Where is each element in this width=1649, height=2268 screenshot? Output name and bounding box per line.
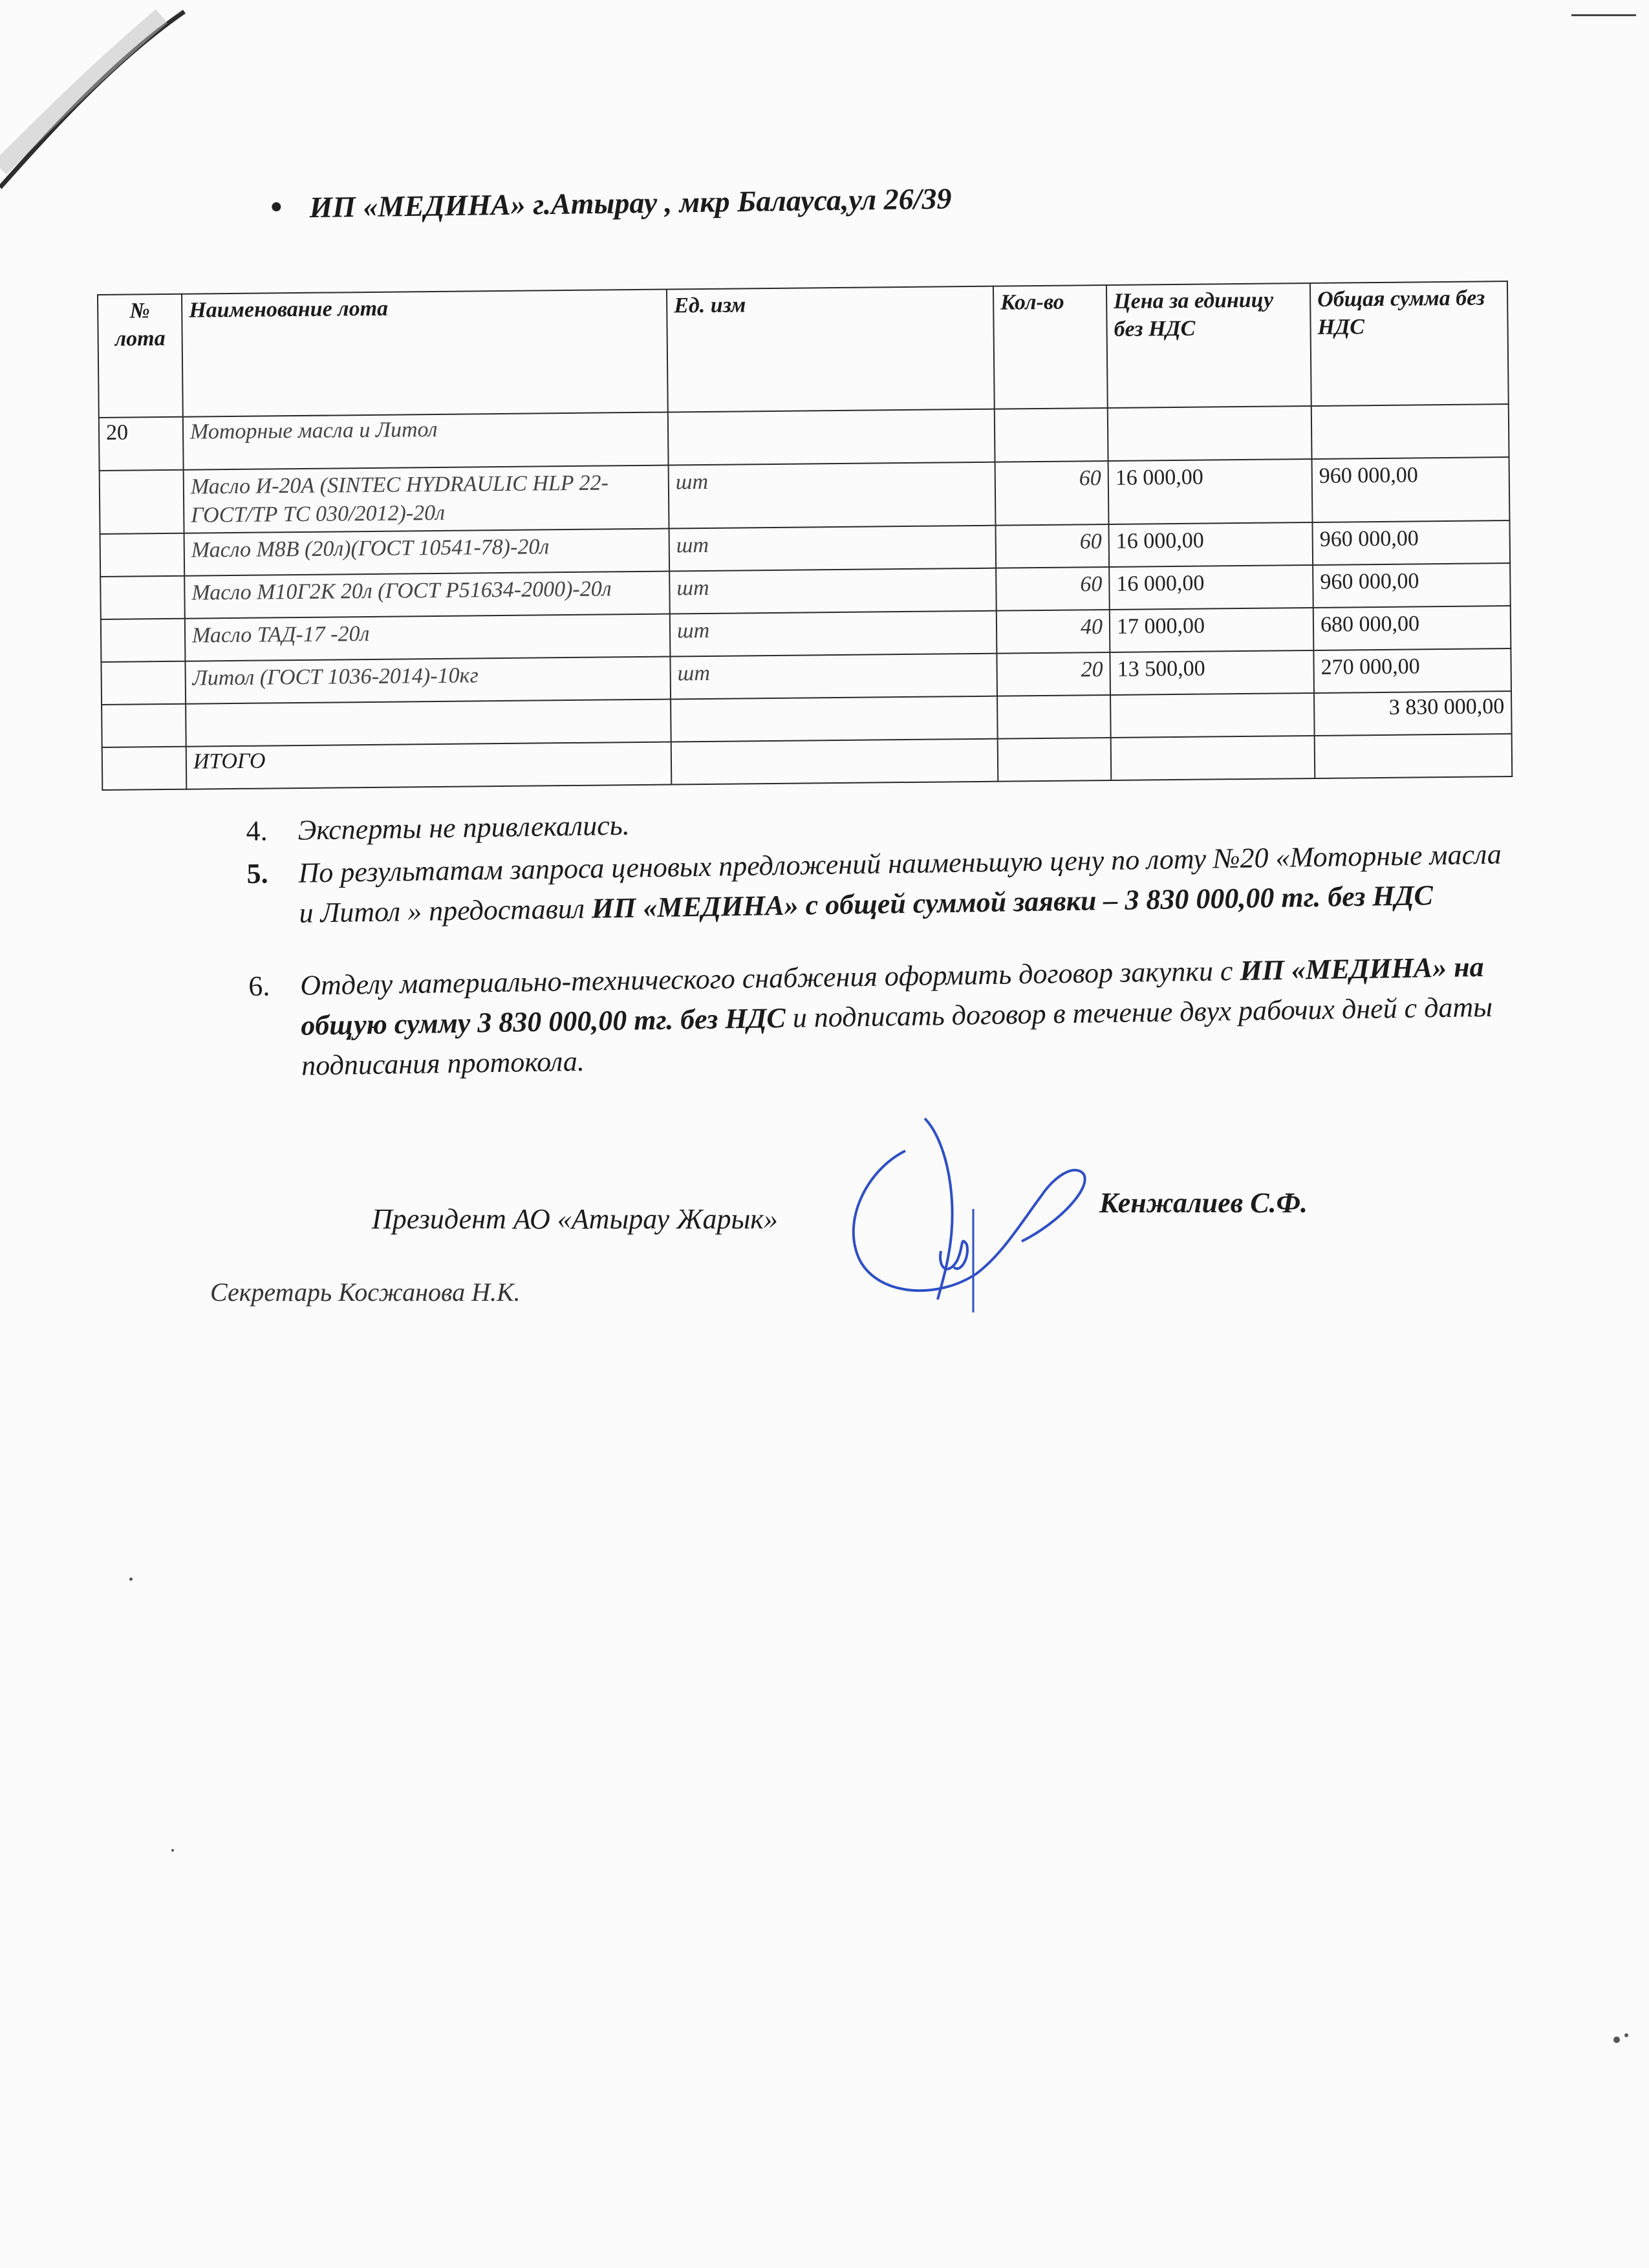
empty-cell — [997, 695, 1111, 739]
empty-cell — [100, 470, 184, 535]
empty-cell — [1315, 734, 1513, 778]
item-unit: шт — [669, 568, 997, 614]
header-unit-price: Цена за единицу без НДС — [1106, 283, 1311, 408]
empty-cell — [186, 700, 671, 747]
item-name: Масло М10Г2К 20л (ГОСТ Р51634-2000)-20л — [184, 572, 670, 619]
item-quantity: 20 — [997, 652, 1110, 696]
item-name: Масло ТАД-17 -20л — [185, 614, 671, 661]
lots-table — [97, 281, 1513, 791]
header-lot-number: № лота — [98, 294, 183, 418]
item-unit-price: 16 000,00 — [1109, 565, 1313, 610]
item-unit: шт — [670, 611, 997, 657]
item-unit-price: 16 000,00 — [1108, 522, 1313, 567]
item-unit: шт — [669, 462, 996, 529]
secretary-line: Секретарь Косжанова Н.К. — [210, 1278, 521, 1307]
item-total: 960 000,00 — [1312, 520, 1510, 565]
item-quantity: 60 — [996, 567, 1110, 611]
item-text: Эксперты не привлекались. — [297, 809, 630, 846]
empty-cell — [998, 738, 1112, 782]
empty-cell — [1111, 736, 1315, 780]
empty-cell — [995, 408, 1108, 462]
empty-cell — [1311, 404, 1509, 459]
lots-table-wrapper — [97, 281, 1511, 791]
supplier-heading — [272, 181, 952, 225]
item-quantity: 60 — [995, 461, 1109, 526]
folded-corner-mark — [0, 0, 194, 194]
empty-cell — [102, 747, 187, 790]
item-name: Масло М8В (20л)(ГОСТ 10541-78)-20л — [184, 529, 670, 576]
empty-cell — [102, 704, 186, 747]
scan-speck — [1613, 2037, 1620, 2043]
item-unit: шт — [669, 526, 997, 572]
empty-cell — [671, 696, 998, 742]
item-number: 5. — [246, 857, 268, 890]
empty-cell — [100, 576, 185, 619]
header-quantity: Кол-во — [993, 285, 1108, 409]
item-text: и подписать договор в течение двух рабочих дней с даты подписания протокола. — [301, 990, 1493, 1082]
item-quantity: 40 — [997, 610, 1110, 654]
itogo-label: ИТОГО — [186, 742, 672, 789]
list-item — [248, 947, 1518, 1087]
empty-cell — [100, 533, 185, 577]
header-lot-name: Наименование лота — [182, 290, 668, 417]
item-name: Литол (ГОСТ 1036-2014)-10кг — [185, 657, 671, 704]
empty-cell — [101, 619, 186, 662]
president-name: Кенжалиев С.Ф. — [1099, 1187, 1308, 1219]
scan-speck — [171, 1849, 174, 1852]
bullet-icon — [272, 202, 281, 211]
scan-speck — [1624, 2033, 1628, 2037]
item-text-bold: ИП «МЕДИНА» с общей суммой заявки – 3 830 000,00 тг. без НДС — [591, 879, 1434, 925]
item-total: 680 000,00 — [1313, 606, 1511, 650]
empty-cell — [1110, 693, 1315, 738]
protocol-items-list — [246, 791, 1518, 1089]
empty-cell — [671, 739, 998, 785]
item-total: 960 000,00 — [1312, 457, 1510, 522]
header-unit: Ед. изм — [667, 286, 995, 412]
table-header-row — [98, 281, 1509, 418]
item-number: 4. — [246, 815, 268, 847]
handwritten-signature — [828, 1112, 1099, 1319]
list-item — [246, 834, 1515, 934]
lot-number: 20 — [99, 417, 184, 471]
empty-cell — [1108, 406, 1312, 461]
item-total: 960 000,00 — [1313, 563, 1511, 608]
item-unit-price: 17 000,00 — [1110, 608, 1314, 652]
item-text: Отделу материально-технического снабжения оформить договор закупки с — [299, 954, 1240, 1001]
item-unit-price: 16 000,00 — [1108, 459, 1313, 524]
grand-total-value: 3 830 000,00 — [1314, 691, 1512, 736]
item-unit-price: 13 500,00 — [1110, 650, 1314, 695]
item-quantity: 60 — [996, 524, 1110, 568]
supplier-heading-text: ИП «МЕДИНА» г.Атырау , мкр Балауса,ул 26/39 — [309, 182, 952, 224]
lot-group-name: Моторные масла и Литол — [183, 412, 669, 470]
president-title: Президент АО «Атырау Жарык» — [372, 1203, 778, 1235]
item-name: Масло И-20А (SINTEC HYDRAULIC HLP 22-ГОСТ/ТР ТС 030/2012)-20л — [184, 465, 669, 534]
empty-cell — [668, 409, 995, 465]
item-number: 6. — [248, 970, 270, 1002]
header-total-sum: Общая сумма без НДС — [1310, 281, 1509, 406]
item-total: 270 000,00 — [1313, 648, 1511, 693]
item-unit: шт — [670, 654, 997, 700]
scan-edge-line — [1571, 14, 1636, 16]
item-text: По результатам запроса ценовых предложений наименьшую цену по лоту №20 «Моторные масла и Литол » предоставил — [298, 838, 1502, 929]
item-text-bold: ИП «МЕДИНА» на общую сумму 3 830 000,00 тг. без НДС — [300, 950, 1484, 1042]
scan-speck — [129, 1578, 133, 1581]
empty-cell — [101, 661, 186, 705]
